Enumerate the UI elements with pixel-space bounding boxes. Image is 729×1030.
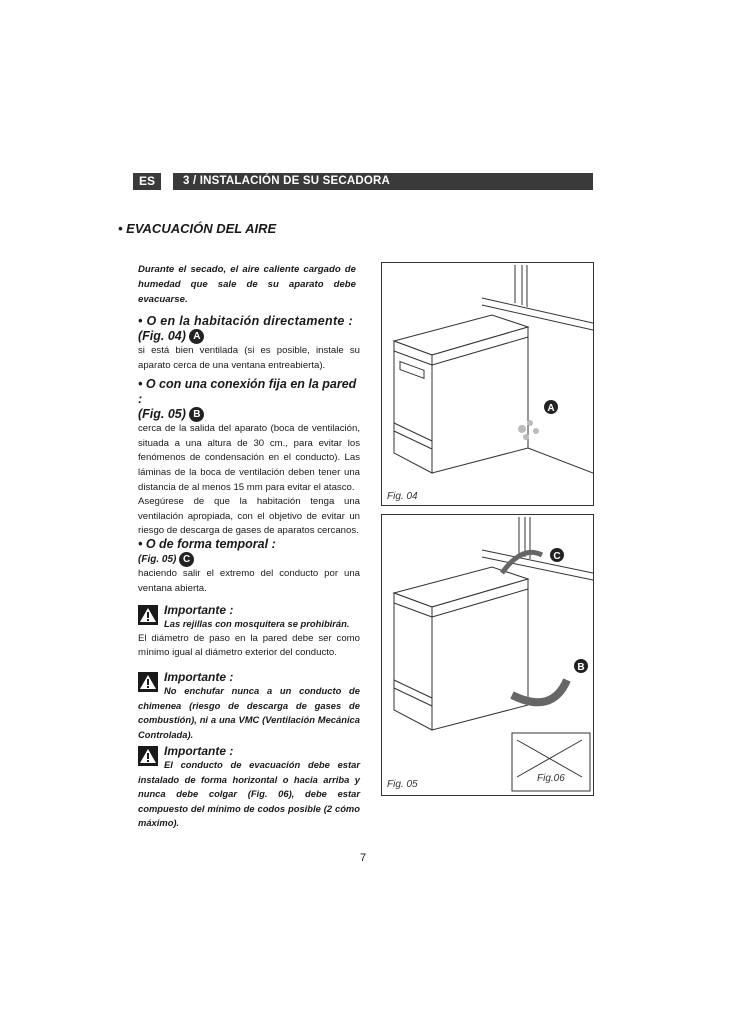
dryer-illustration	[382, 263, 593, 505]
warning-3	[138, 744, 360, 831]
figure-05	[381, 514, 594, 796]
warning-icon	[138, 746, 158, 766]
figure-04	[381, 262, 594, 506]
option-a-title: • O en la habitación directamente :	[138, 314, 353, 328]
option-c-text: haciendo salir el extremo del conducto por una ventana abierta.	[138, 568, 360, 594]
badge-c: C	[179, 552, 194, 567]
option-b-title: • O con una conexión fija en la pared :	[138, 377, 357, 406]
warning-icon	[138, 605, 158, 625]
option-c-title: • O de forma temporal :	[138, 537, 276, 551]
dryer-hose-illustration	[382, 515, 593, 795]
warning-1-lead: Las rejillas con mosquitera se prohibirán.	[164, 618, 350, 629]
option-b-ref: (Fig. 05)	[138, 407, 186, 421]
fig04-label: Fig. 04	[387, 491, 418, 502]
warning-1	[138, 603, 360, 661]
chapter-header: 3 / INSTALACIÓN DE SU SECADORA	[173, 173, 593, 190]
option-c	[138, 537, 360, 596]
fig06-label: Fig.06	[537, 773, 565, 784]
language-badge: ES	[133, 173, 161, 190]
badge-b: B	[189, 407, 204, 422]
option-b	[138, 377, 360, 539]
option-b-text: cerca de la salida del aparato (boca de ventilación, situada a una altura de 30 cm., para evitar los fenómenos de condensación en el conducto). Las láminas de la boca de ventilación deben tener una distancia de al menos 15 mm para evitar el atasco.	[138, 423, 360, 493]
page-number: 7	[360, 852, 367, 864]
intro-text: Durante el secado, el aire caliente cargado de humedad que sale de su aparato debe evacuarse.	[138, 264, 356, 305]
option-c-ref: (Fig. 05)	[138, 554, 177, 566]
warning-3-text: El conducto de evacuación debe estar instalado de forma horizontal o hacia arriba y nunca debe colgar (Fig. 06), debe estar compuesto del mínimo de codos posible (2 cómo máximo).	[138, 759, 360, 829]
warning-2-text: No enchufar nunca a un conducto de chimenea (riesgo de descarga de gases de combustión), ni a una VMC (Ventilación Mecánica Controlada).	[138, 685, 360, 740]
fig05-label: Fig. 05	[387, 779, 418, 790]
badge-a: A	[189, 329, 204, 344]
warning-2	[138, 670, 360, 742]
warning-1-title: Importante :	[164, 603, 234, 617]
warning-1-text: El diámetro de paso en la pared debe ser como mínimo igual al diámetro exterior del conducto.	[138, 632, 360, 659]
warning-2-title: Importante :	[164, 670, 234, 684]
option-a-ref: (Fig. 04)	[138, 329, 186, 343]
fig05-badge-b: B	[577, 662, 585, 673]
fig05-badge-c: C	[553, 551, 561, 562]
option-a-text: si está bien ventilada (si es posible, instale su aparato cerca de una ventana entreabierta).	[138, 345, 360, 371]
option-b-text2: Asegúrese de que la habitación tenga una ventilación apropiada, con el objetivo de evitar un riesgo de descarga de gases de aparatos cercanos.	[138, 496, 360, 537]
fig04-badge: A	[547, 403, 555, 414]
section-title: • EVACUACIÓN DEL AIRE	[118, 221, 277, 236]
warning-3-title: Importante :	[164, 744, 234, 758]
warning-icon	[138, 672, 158, 692]
option-a	[138, 314, 360, 373]
